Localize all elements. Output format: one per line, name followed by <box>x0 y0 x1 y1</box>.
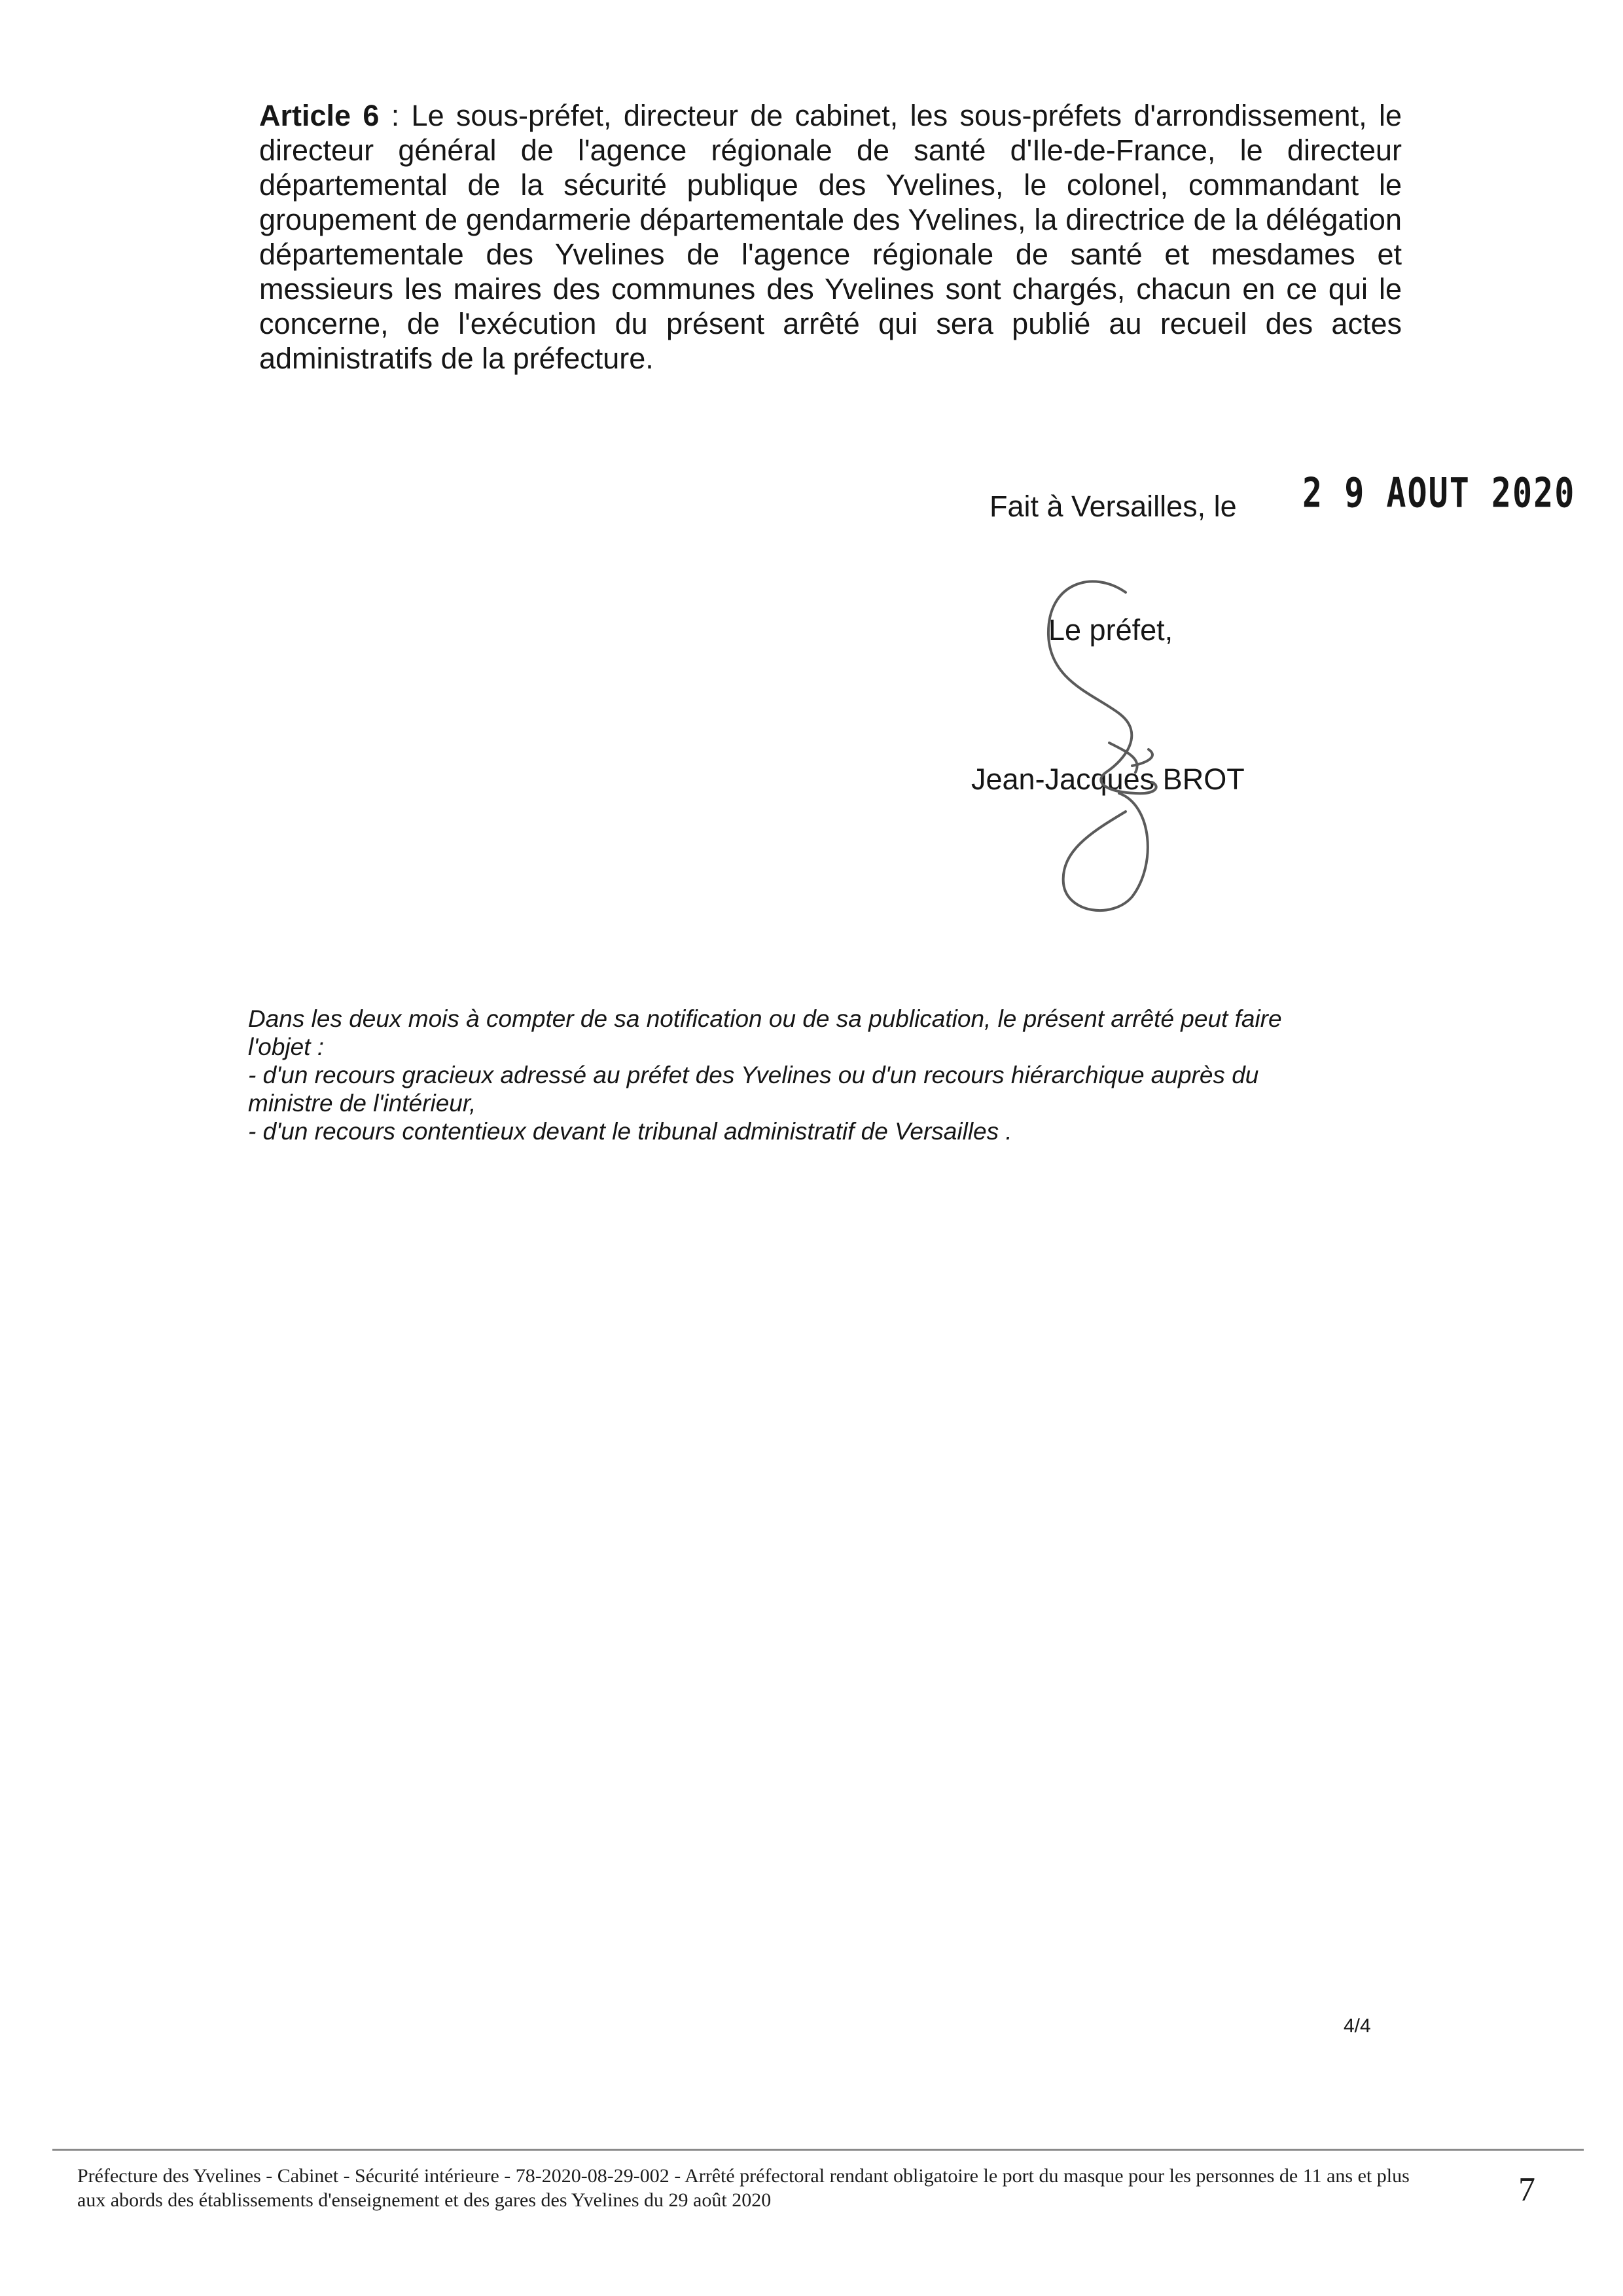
date-stamp: 2 9 AOUT 2020 <box>1302 469 1576 517</box>
done-at-label: Fait à Versailles, le <box>990 490 1237 523</box>
signatory-title: Le préfet, <box>1048 613 1173 647</box>
article-text: : Le sous-préfet, directeur de cabinet, les sous-préfets d'arrondissement, le directeur général de l'agence régionale de santé d'Ile-de-France, le directeur départemental de la sécurité publique des Yvelines, le colonel, commandant le groupement de gendarmerie départementale des Yvelines, la directrice de la délégation départementale des Yvelines de l'agence régionale de santé et mesdames et messieurs les maires des communes des Yvelines sont chargés, chacun en ce qui le concerne, de l'exécution du présent arrêté qui sera publié au recueil des actes administratifs de la préfecture. <box>259 99 1402 375</box>
footer-text: Préfecture des Yvelines - Cabinet - Sécurité intérieure - 78-2020-08-29-002 - Arrêté préfectoral rendant obligatoire le port du masque pour les personnes de 11 ans et plus aux abords des établissements d'enseignement et des gares des Yvelines du 29 août 2020 <box>77 2165 1410 2211</box>
signatory-name: Jean-Jacques BROT <box>971 762 1245 796</box>
appeal-notice <box>248 1005 1347 1145</box>
footer-page-number: 7 <box>1518 2171 1535 2208</box>
handwritten-signature <box>995 556 1217 923</box>
footer-divider <box>52 2149 1584 2151</box>
appeal-item: - d'un recours contentieux devant le tribunal administratif de Versailles . <box>248 1118 1012 1145</box>
article-6-paragraph <box>259 98 1402 376</box>
page-count: 4/4 <box>1344 2015 1371 2037</box>
article-label: Article 6 <box>259 99 380 132</box>
appeal-item: - d'un recours gracieux adressé au préfet des Yvelines ou d'un recours hiérarchique auprès du ministre de l'intérieur, <box>248 1062 1259 1117</box>
appeal-intro: Dans les deux mois à compter de sa notification ou de sa publication, le présent arrêté peut faire l'objet : <box>248 1005 1282 1060</box>
